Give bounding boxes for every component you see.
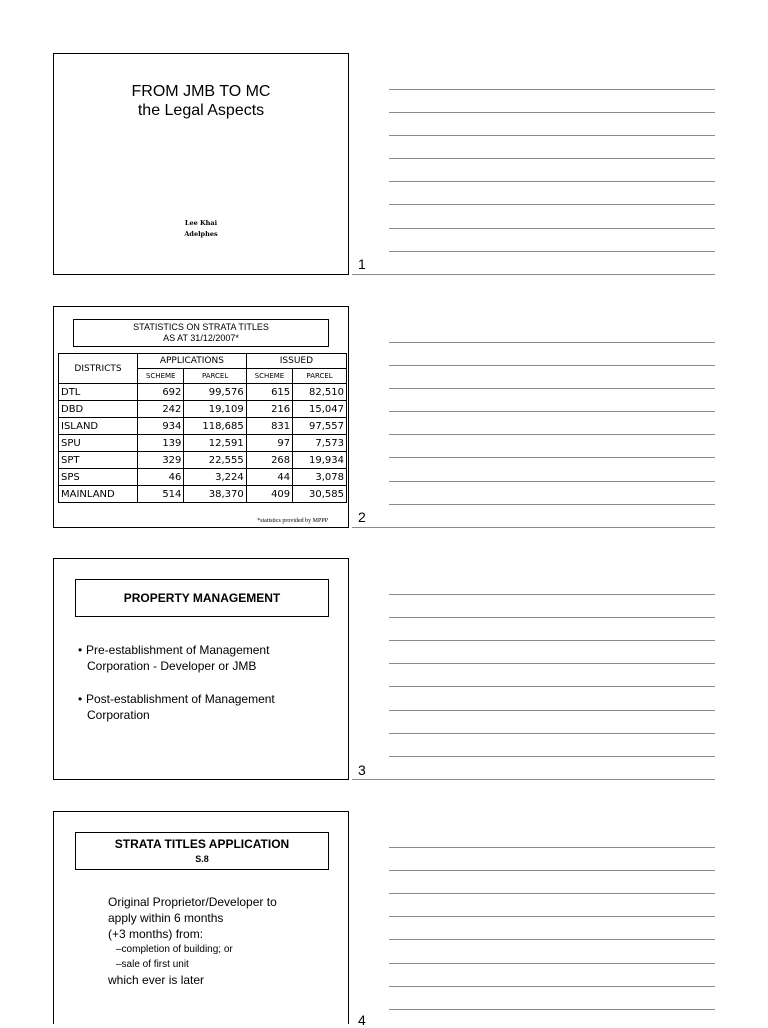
strata-titles-heading: STRATA TITLES APPLICATION S.8 bbox=[75, 832, 329, 870]
slide-number-2: 2 bbox=[358, 509, 366, 525]
slide-number-3: 3 bbox=[358, 762, 366, 778]
table-row: MAINLAND 514 38,370 409 30,585 bbox=[59, 486, 347, 503]
header-districts: DISTRICTS bbox=[59, 354, 138, 384]
property-management-heading: PROPERTY MANAGEMENT bbox=[75, 579, 329, 617]
table-row: ISLAND 934 118,685 831 97,557 bbox=[59, 418, 347, 435]
header-scheme: SCHEME bbox=[138, 369, 184, 384]
separator-line bbox=[352, 779, 715, 780]
slide-author: Lee Khai Adelphes bbox=[184, 219, 218, 238]
slide-number-4: 4 bbox=[358, 1012, 366, 1028]
bullet-symbol: • bbox=[78, 692, 83, 706]
slide-2 bbox=[53, 306, 349, 528]
slide-1 bbox=[53, 53, 349, 275]
slide-3 bbox=[53, 558, 349, 780]
table-row: DTL 692 99,576 615 82,510 bbox=[59, 384, 347, 401]
bullet-symbol: • bbox=[78, 643, 83, 657]
header-applications: APPLICATIONS bbox=[138, 354, 247, 369]
table-footnote: *statistics provided by MPPP bbox=[257, 518, 328, 524]
bullet-item: • Pre-establishment of Management Corporation - Developer or JMB bbox=[78, 643, 270, 673]
header-parcel: PARCEL bbox=[184, 369, 246, 384]
statistics-title-box: STATISTICS ON STRATA TITLES AS AT 31/12/2007* bbox=[73, 319, 329, 347]
header-issued: ISSUED bbox=[246, 354, 346, 369]
table-row: SPU 139 12,591 97 7,573 bbox=[59, 435, 347, 452]
table-row: SPT 329 22,555 268 19,934 bbox=[59, 452, 347, 469]
table-row: DBD 242 19,109 216 15,047 bbox=[59, 401, 347, 418]
strata-statistics-table bbox=[58, 353, 347, 503]
separator-line bbox=[352, 527, 715, 528]
separator-line bbox=[352, 274, 715, 275]
header-parcel: PARCEL bbox=[293, 369, 347, 384]
slide-number-1: 1 bbox=[358, 256, 366, 272]
bullet-item: • Post-establishment of Management Corporation bbox=[78, 692, 275, 722]
strata-application-text: Original Proprietor/Developer to apply within 6 months (+3 months) from: –completion of building; or –sale of first unit which ever is later bbox=[108, 895, 277, 987]
table-row: SPS 46 3,224 44 3,078 bbox=[59, 469, 347, 486]
slide-title: FROM JMB TO MC the Legal Aspects bbox=[131, 83, 271, 119]
header-scheme: SCHEME bbox=[246, 369, 292, 384]
slide-4 bbox=[53, 811, 349, 1024]
